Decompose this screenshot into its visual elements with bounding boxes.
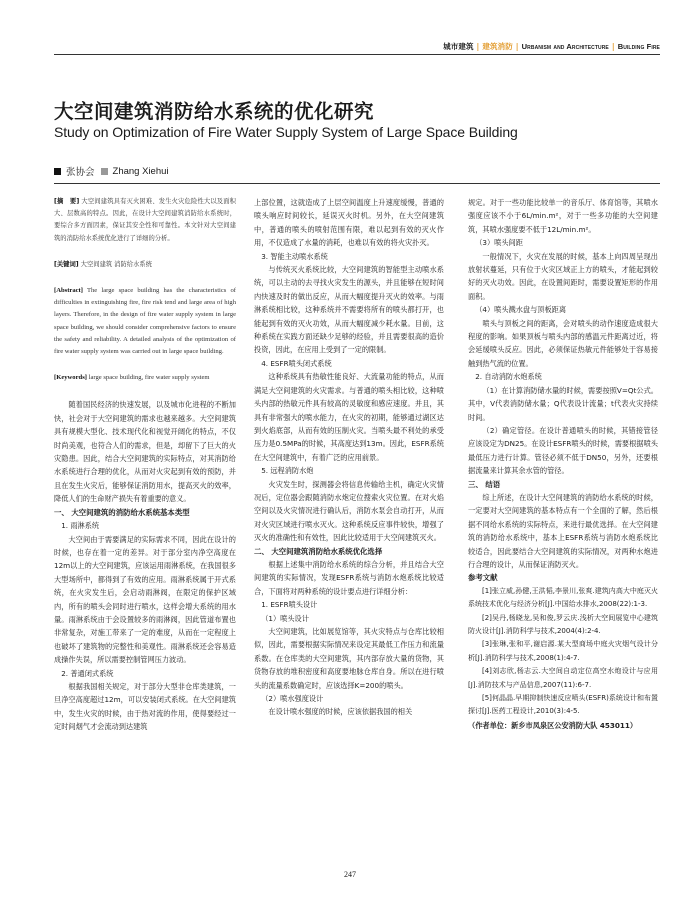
conclusion-paragraph: 综上所述，在设计大空间建筑的消防给水系统的时候，一定要对大空间建筑的基本特点有一个全面的了解，然后根据不同给水系统的实际特点，来进行最优选择。在大空间建筑的消防给水系统中，基本上ESFR系统与消防水炮系统比较适合，因此要结合大空间建筑的实际情况，对两种水炮进行合理的设计，从而保证消防灭火。: [468, 492, 658, 569]
abstract-en-text: The large space building has the characteristics of difficulties in extinguishing fire, fire risk tend and large area of high layers. Therefore, in the design of fire water supply system in large space building, we should consider comprehensive factors to ensure the safety and reliability. A detailed analysis of the optimization of fire water supply system was carried out in large space building.: [54, 287, 236, 356]
optimization-paragraph: 根据上述集中消防给水系统的综合分析，并且结合大空间建筑的实际情况，发现ESFR系统与消防水炮系统比较适合，下面将对两种系统的设计要点进行详细分析：: [254, 559, 444, 596]
intensity-paragraph: 在设计喷水强度的时候，应该依据我国的相关: [268, 707, 413, 717]
column-3: [468, 196, 658, 732]
page-number: 247: [344, 870, 356, 879]
column-2: [254, 196, 444, 719]
keywords-cn-label: [关键词]: [54, 260, 79, 268]
abstract-en-label: [Abstract]: [54, 287, 83, 295]
header-rule: [54, 54, 660, 55]
reference-item: [2]吴丹,杨晓龙,吴和俊,罗云庆.浅析大空间展览中心建筑防火设计[J].消防科学与技术,2004(4):2-4.: [468, 613, 658, 635]
author-name-cn: 张协会: [66, 167, 95, 178]
intro-paragraph: 随着国民经济的快速发展，以及城市化进程的不断加快，社会对于大空间建筑的需求也越来越多。大空间建筑具有规模大型化、技术现代化和视觉开阔化的特点，不仅时尚美观，也符合人们的需求，但是，却留下了巨大的火灾隐患。因此，结合大空间建筑的实际特点，对其消防给水系统进行合理的优化，从而对火灾起到有效的预防，并且在发生火灾后，能够保证消防用水，提高灭火的效率，降低人们的生命财产损失有着重要的意义。: [54, 400, 236, 504]
abstract-cn-label: [摘 要]: [54, 198, 80, 205]
heading-system-types: 一、 大空间建筑的消防给水系统基本类型: [54, 507, 190, 517]
heading-smart-system: 3. 智能主动喷水系统: [261, 251, 328, 261]
water-cannon-paragraph: 火灾发生时，探测器会将信息传输给主机，确定火灾情况后，定位器会跟随消防水炮定位搜索火灾位置。在对火焰空间以及火灾情况进行确认后，消防水泵会自动打开，从而对火灾区域进行喷水灭火。这种系统反应事件较快，增强了灭火的准确性和有效性，因此比较适用于大空间建筑灭火。: [254, 479, 444, 543]
reference-item: [3]张琳,张和平,谢启源.某大型商场中庭火灾烟气设计分析[J].消防科学与技术,2008(1):4-7.: [468, 640, 658, 662]
abstract-cn: [54, 196, 236, 245]
keywords-en-text: large space building, fire water supply system: [88, 374, 210, 382]
heading-auto-cannon: 2. 自动消防水炮系统: [475, 372, 542, 382]
keywords-en-label: [Keywords]: [54, 374, 87, 382]
header-section-urbanism: 城市建筑: [443, 42, 474, 51]
author-name-en: Zhang Xiehui: [112, 165, 169, 177]
deluge-paragraph: 大空间由于需要满足的实际需求不同，因此在设计的时候，也存在着一定的差异。对于部分室内净空高度在12m以上的大空间建筑，应该运用雨淋系统，在我国很多大型场所中，都得到了有效的应用。雨淋系统属于开式系统，在火灾发生后，会启动雨淋阀，在限定的保护区域内，所有的喷头会同时进行喷水，这样会增大系统的用水量。雨淋系统由于会设置较多的雨淋阀，因此管道布置也非常复杂，对施工带来了一定的难度，从而在一定程度上也破坏了建筑物的完整性和美观性。雨淋系统还会容易造成操作失误，所以需要控制管网压力波动。: [54, 534, 236, 665]
heading-conclusion: 三、 结语: [468, 479, 501, 489]
auto-cannon-paragraph-2: （2）确定管径。在设计普通喷头的时候，其错接管径应该设定为DN25。在设计ESFR喷头的时候，需要根据喷头最低压力进行计算。管径必须不低于DN50，另外，还要根据流量来计算其余水管的管径。: [468, 425, 658, 476]
header-en-fire: Building Fire: [617, 42, 660, 51]
heading-nozzle-design: （1）喷头设计: [261, 613, 309, 623]
spacing-paragraph: 一般情况下，火灾在发展的时候，基本上向四周呈现出放射状蔓延，只有位于火灾区域正上方的喷头，才能起到较好的灭火功效。因此，在设置间距时，需要设置矩形的作用面积。: [468, 251, 658, 301]
heading-esfr-design: 1. ESFR喷头设计: [261, 600, 318, 610]
article-title-cn: 大空间建筑消防给水系统的优化研究: [54, 100, 375, 123]
heading-intensity-design: （2）喷水强度设计: [261, 694, 324, 704]
header-en-urbanism: Urbanism and Architecture: [521, 42, 609, 51]
author-affiliation: （作者单位：新乡市凤泉区公安消防大队 453011）: [468, 720, 638, 730]
column-1: [54, 196, 236, 734]
reference-item: [4]刘志欣,杨志云.大空间自动定位高空水炮设计与应用[J].消防技术与产品信息,2007(11):6-7.: [468, 667, 658, 689]
heading-nozzle-spacing: （3）喷头间距: [475, 238, 523, 248]
header-sections: 城市建筑 | 建筑消防 | Urbanism and Architecture | Building Fire: [443, 42, 660, 51]
running-header: [0, 41, 700, 61]
author-rule: [54, 183, 660, 184]
abstract-en: [54, 285, 236, 358]
reference-item: [5]何晶晶.早期抑制快速反应喷头(ESFR)系统设计和布置探讨[J].医药工程设计,2010(3):4-5.: [468, 694, 658, 716]
header-section-fire: 建筑消防: [482, 42, 513, 51]
reference-item: [1]张立威,孙健,王洪韬,李景川,张爽.建筑内高大中庭灭火系统技术优化与经济分析[J].中国给水排水,2008(22):1-3.: [468, 586, 658, 609]
heading-optimization: 二、 大空间建筑消防给水系统优化选择: [254, 546, 383, 556]
auto-cannon-paragraph-1: （1）在计算消防储水量的时候，需要按照V=Qt公式。其中，V代表消防储水量；Q代表设计流量；t代表火灾持续时间。: [468, 385, 658, 422]
keywords-cn-text: 大空间建筑 消防给水系统: [80, 260, 152, 268]
heading-esfr-system: 4. ESFR喷头闭式系统: [261, 358, 332, 368]
heading-deluge-system: 1. 雨淋系统: [61, 521, 100, 531]
keywords-cn: [54, 259, 236, 271]
abstract-cn-text: 大空间建筑具有灭火困难、发生火灾危险性大以及面积大、层数高的特点。因此，在设计大空间建筑消防给水系统时，要综合多方面因素，保证其安全性和可靠性。本文针对大空间建筑的消防给水系统优化进行了详细的分析。: [54, 198, 236, 242]
heading-water-cannon: 5. 远程消防水炮: [261, 466, 314, 476]
smart-system-paragraph: 与传统灭火系统比较，大空间建筑的智能型主动喷水系统，可以主动的去寻找火灾发生的源头，并且能够在短时间内快速及时的做出反应，从而大幅度提升灭火的效率。与雨淋系统相比较，这种系统并不需要将所有的喷头都打开，也能起到有效的灭火功效，从而大幅度减少耗水量。目前，这种系统在实践方面还缺少足够的经验，并且需要很高的造价投资，因此，在应用上受到了一定的限制。: [254, 265, 444, 355]
gray-square-icon: [101, 168, 108, 175]
article-title-en: Study on Optimization of Fire Water Supply System of Large Space Building: [54, 124, 518, 140]
esfr-paragraph: 这种系统具有热敏性能良好、大流量功能的特点，从而满足大空间建筑的火灾需求。与普通的喷头相比较，这种喷头内部的热敏元件具有较高的灵敏度和感应速度。并且，其具有非常强大的喷水能力，在火灾的初期，能够通过湖区达到火焰底部，从而有效的压制火灾。当喷头最不利处的承受压力是0.5MPa的时候，其高度达到13m。因此，ESFR系统在大空间建筑中，有着广泛的应用前景。: [254, 372, 444, 462]
closed-system-paragraph: 根据我国相关规定，对于部分大型非仓库类建筑，一旦净空高度超过12m，可以安装闭式系统。在大空间建筑中，发生火灾的时候，由于热对流的作用，使得要经过一定时间烟气才会流动到达建筑: [54, 681, 236, 732]
keywords-en: [54, 372, 236, 384]
heading-deflector-distance: （4）喷头溅水盘与顶板距离: [475, 305, 567, 315]
heading-closed-system: 2. 普通闭式系统: [61, 668, 114, 678]
intensity-continued: 规定。对于一些功能比较单一的音乐厅、体育馆等，其喷水强度应该不小于6L/min.m²，对于一些多功能的大空间建筑，其喷水强度要不低于12L/min.m²。: [468, 198, 658, 234]
nozzle-paragraph: 大空间建筑，比如展览馆等，其火灾特点与仓库比较相似，因此，需要根据实际情况来设定其最低工作压力和流量系数。在仓库类的大空间建筑，其内部存放大量的货物，其货物存放的堆积密度和高度要地脉仓库自身。所以在进行喷头的流量系数确定时，应该选择K=200的喷头。: [254, 627, 444, 690]
author-line: [54, 164, 169, 178]
closed-system-continued: 上部位置，这就造成了上层空间温度上升速度缓慢，普通的喷头响应时间较长，延误灭火时机。另外，在大空间建筑中，普通的喷头的喷射范围有限，难以起到有效的灭火作用，不仅造成了水量的消耗，也难以有效的将火灾扑灭。: [254, 198, 444, 248]
deflector-paragraph: 喷头与顶板之间的距离，会对喷头的动作速度造成很大程度的影响。如果顶板与喷头内部的感温元件距离过近，将会延缓喷头反应。因此，必须保证热敏元件能够处于容易接触到热气流的位置。: [468, 318, 658, 368]
references-title: 参考文献: [468, 573, 498, 583]
black-square-icon: [54, 168, 61, 175]
